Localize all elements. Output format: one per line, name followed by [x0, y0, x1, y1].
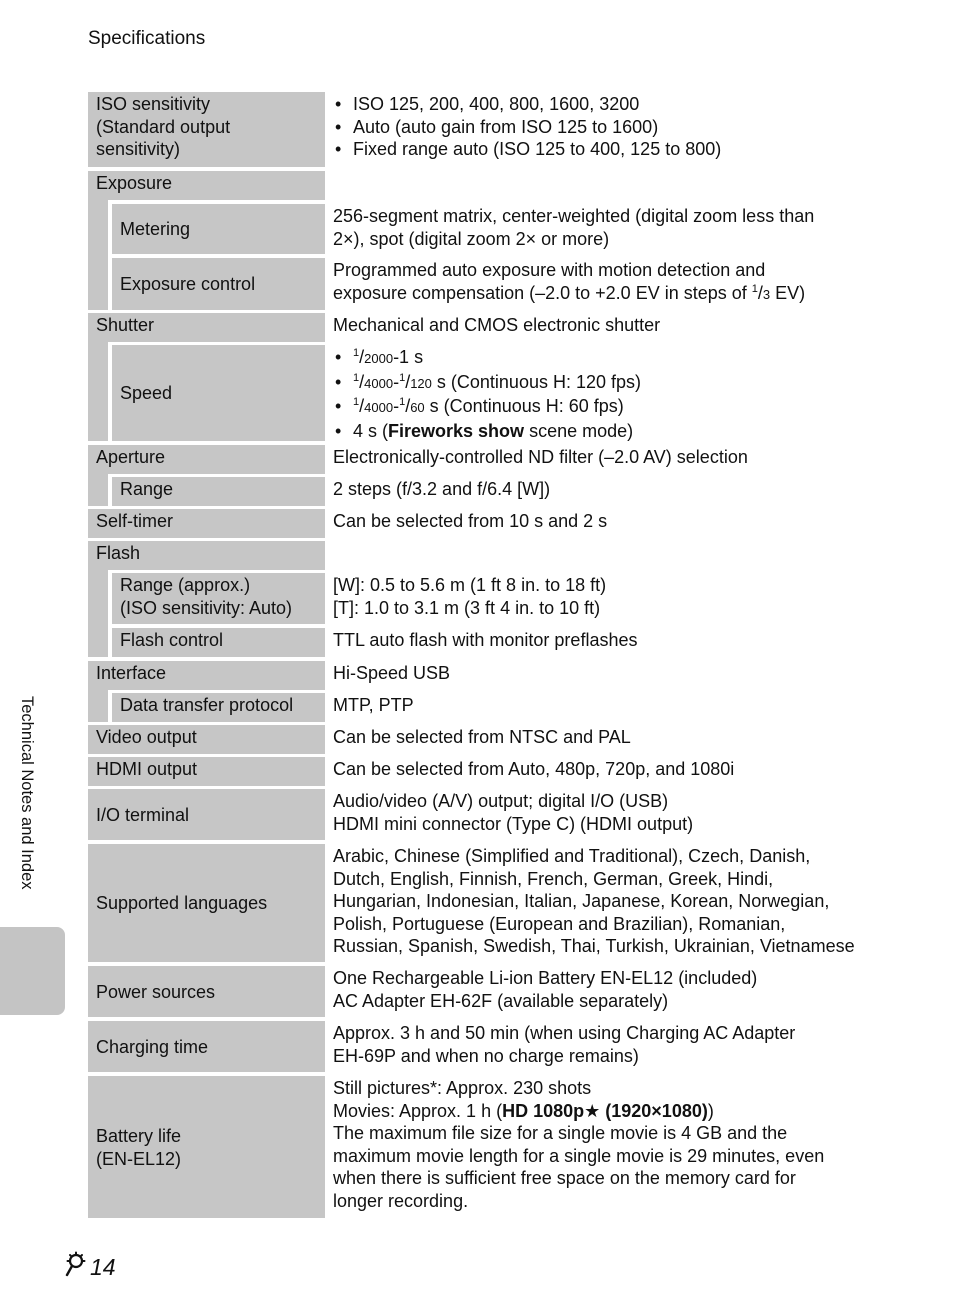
- spec-value-hdmi-output: Can be selected from Auto, 480p, 720p, and 1080i: [333, 759, 735, 779]
- spec-row-flash-control: [88, 628, 868, 657]
- spec-value-shutter: Mechanical and CMOS electronic shutter: [333, 315, 661, 335]
- list-item: • $^1$/4000-$^1$/60 s (Continuous H: 60 fps): [333, 395, 868, 420]
- spec-row-metering: [88, 204, 868, 254]
- spec-value-speed: [333, 345, 868, 442]
- spec-row-charging-time: [88, 1021, 868, 1072]
- spec-label-charging-time: Charging time: [88, 1021, 325, 1072]
- spec-value-aperture: Electronically-controlled ND filter (–2.0 AV) selection: [333, 447, 748, 467]
- spec-row-io-terminal: [88, 789, 868, 840]
- spec-label-flash: Flash: [88, 541, 325, 570]
- technical-notes-icon: [62, 1251, 88, 1283]
- list-item: • ISO 125, 200, 400, 800, 1600, 3200: [333, 93, 868, 116]
- spec-row-aperture-range: [88, 477, 868, 506]
- spec-value-charging-time: Approx. 3 h and 50 min (when using Charging AC Adapter EH-69P and when no charge remains): [333, 1023, 796, 1066]
- spec-label-languages: Supported languages: [88, 844, 325, 962]
- spec-row-shutter: [88, 313, 868, 342]
- spec-row-exposure: [88, 171, 868, 200]
- spec-label-iso: ISO sensitivity (Standard output sensitivity): [88, 92, 325, 167]
- spec-label-interface: Interface: [88, 661, 325, 690]
- spec-value-interface: Hi-Speed USB: [333, 663, 451, 683]
- spec-row-aperture: [88, 445, 868, 474]
- chapter-side-label: Technical Notes and Index: [18, 696, 36, 890]
- spec-value-languages: Arabic, Chinese (Simplified and Traditional), Czech, Danish, Dutch, English, Finnish, French, German, Greek, Hindi, Hungarian, Indonesian, Italian, Japanese, Korean, Norwegian, Polish, Portuguese (European and Brazilian), Romanian, Russian, Spanish, Swedish, Thai, Turkish, Ukrainian, Vietnamese: [333, 846, 855, 956]
- spec-value-video-output: Can be selected from NTSC and PAL: [333, 727, 631, 747]
- spec-row-video-output: [88, 725, 868, 754]
- spec-label-aperture-range: Range: [112, 477, 325, 506]
- page-header: Specifications: [88, 28, 206, 49]
- spec-label-flash-range: Range (approx.) (ISO sensitivity: Auto): [112, 573, 325, 624]
- spec-value-battery-life: Still pictures*: Approx. 230 shots Movies: Approx. 1 h (HD 1080p★ (1920×1080)) The maximum file size for a single movie is 4 GB and the maximum movie length for a single movie is 29 minutes, even when there is sufficient free space on the memory card for longer recording.: [333, 1078, 825, 1211]
- spec-row-data-transfer: [88, 693, 868, 722]
- spec-label-exposure: Exposure: [88, 171, 325, 200]
- spec-label-battery-life: Battery life (EN-EL12): [88, 1076, 325, 1218]
- spec-value-flash-range: [W]: 0.5 to 5.6 m (1 ft 8 in. to 18 ft) [T]: 1.0 to 3.1 m (3 ft 4 in. to 10 ft): [333, 575, 607, 618]
- list-item: • Fixed range auto (ISO 125 to 400, 125 to 800): [333, 138, 868, 161]
- spec-label-exposure-control: Exposure control: [112, 258, 325, 310]
- list-item: • $^1$/2000-1 s: [333, 346, 868, 371]
- page-number: 14: [62, 1251, 116, 1283]
- list-item: • Auto (auto gain from ISO 125 to 1600): [333, 116, 868, 139]
- spec-value-data-transfer: MTP, PTP: [333, 695, 414, 715]
- spec-value-flash-control: TTL auto flash with monitor preflashes: [333, 630, 638, 650]
- spec-row-flash-range: [88, 573, 868, 624]
- spec-label-metering: Metering: [112, 204, 325, 254]
- spec-label-video-output: Video output: [88, 725, 325, 754]
- spec-label-flash-control: Flash control: [112, 628, 325, 657]
- spec-label-aperture: Aperture: [88, 445, 325, 474]
- chapter-side-tab: [0, 927, 65, 1015]
- spec-value-io-terminal: Audio/video (A/V) output; digital I/O (USB) HDMI mini connector (Type C) (HDMI output): [333, 791, 694, 834]
- spec-value-aperture-range: 2 steps (f/3.2 and f/6.4 [W]): [333, 479, 551, 499]
- spec-row-iso: [88, 92, 868, 167]
- spec-label-hdmi-output: HDMI output: [88, 757, 325, 786]
- spec-row-self-timer: [88, 509, 868, 538]
- spec-row-power-sources: [88, 966, 868, 1017]
- spec-label-self-timer: Self-timer: [88, 509, 325, 538]
- spec-row-speed: [88, 345, 868, 441]
- spec-label-shutter: Shutter: [88, 313, 325, 342]
- spec-row-battery-life: [88, 1076, 868, 1218]
- list-item: • $^1$/4000-$^1$/120 s (Continuous H: 120 fps): [333, 371, 868, 396]
- spec-label-power-sources: Power sources: [88, 966, 325, 1017]
- spec-row-languages: [88, 844, 868, 962]
- spec-value-iso: [333, 92, 868, 161]
- spec-row-exposure-control: [88, 258, 868, 310]
- spec-label-io-terminal: I/O terminal: [88, 789, 325, 840]
- spec-value-self-timer: Can be selected from 10 s and 2 s: [333, 511, 608, 531]
- spec-label-speed: Speed: [112, 345, 325, 441]
- spec-value-metering: 256-segment matrix, center-weighted (digital zoom less than 2×), spot (digital zoom 2× or more): [333, 206, 815, 249]
- spec-value-exposure-control: Programmed auto exposure with motion detection and exposure compensation (–2.0 to +2.0 EV in steps of $^1$/3 EV): [333, 260, 806, 303]
- spec-row-flash: [88, 541, 868, 570]
- spec-value-power-sources: One Rechargeable Li-ion Battery EN-EL12 (included) AC Adapter EH-62F (available separately): [333, 968, 758, 1011]
- list-item: • 4 s (Fireworks show scene mode): [333, 420, 868, 443]
- spec-row-interface: [88, 661, 868, 690]
- spec-label-data-transfer: Data transfer protocol: [112, 693, 325, 722]
- spec-row-hdmi-output: [88, 757, 868, 786]
